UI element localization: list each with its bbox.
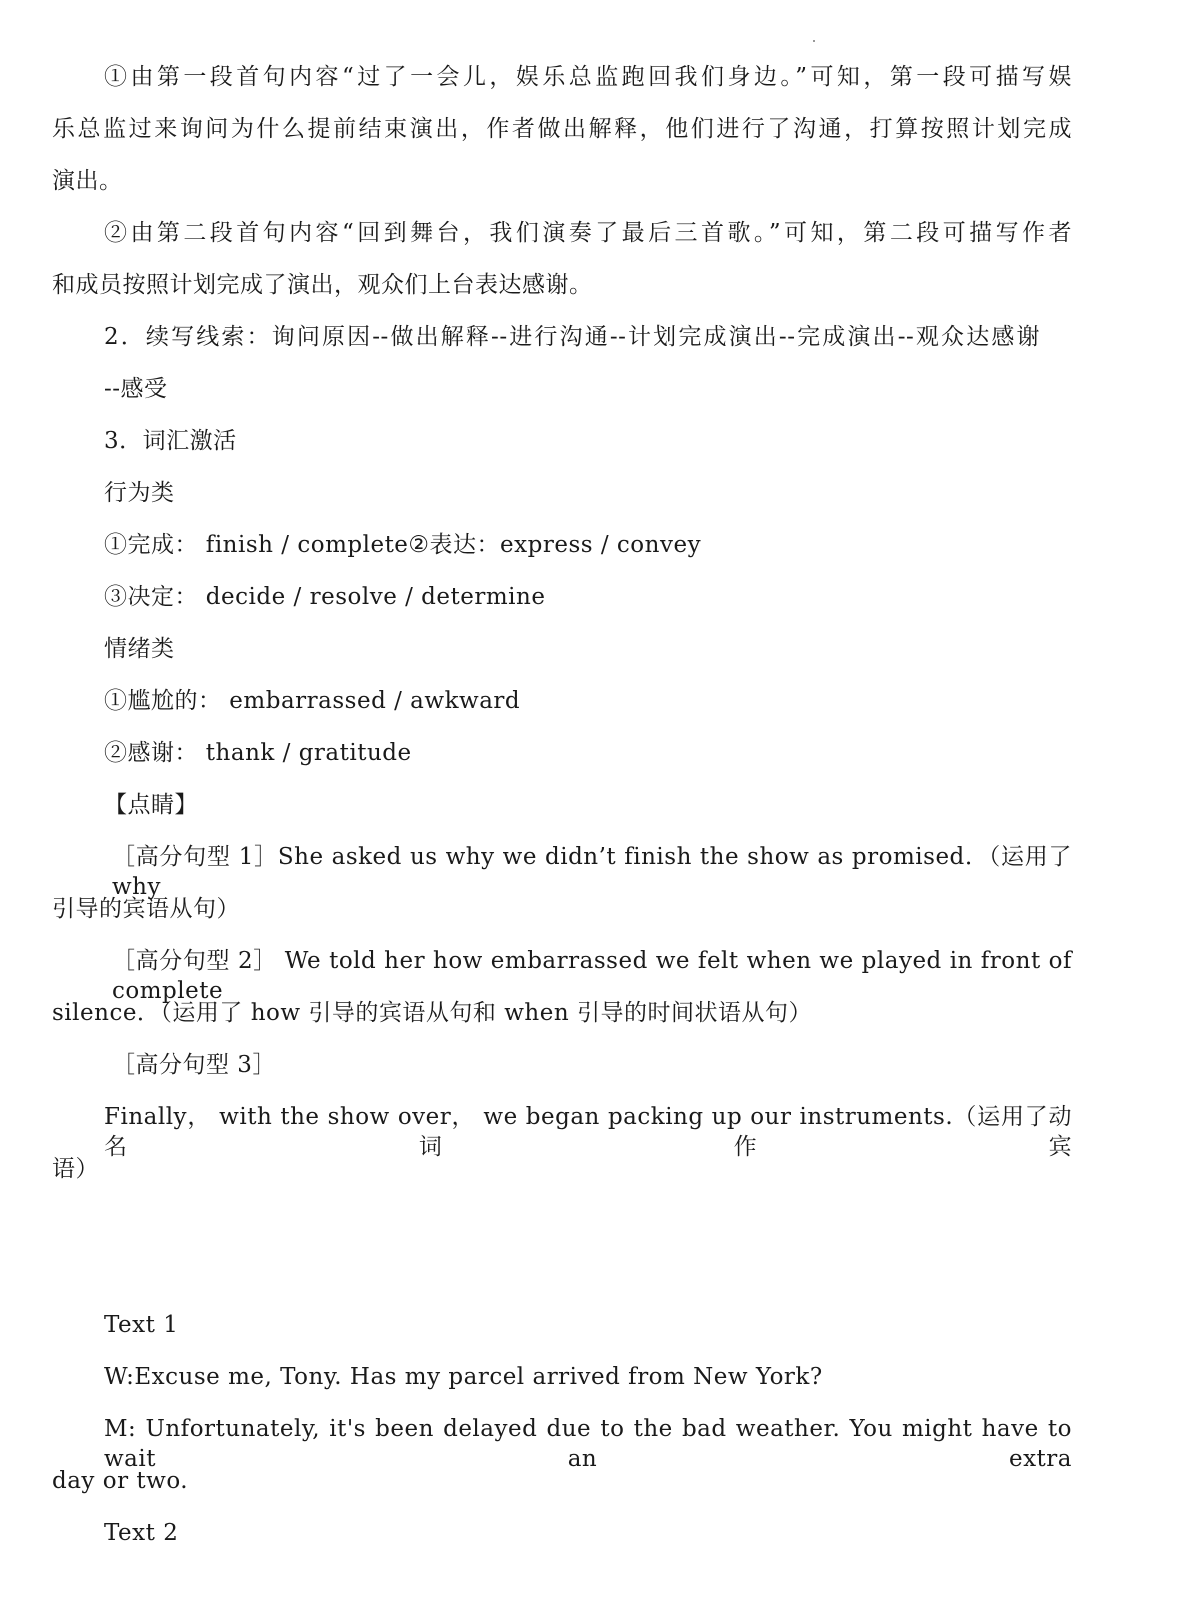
sentence-pattern-line: 语） [52, 1156, 99, 1182]
paragraph-line: 乐总监过来询问为什么提前结束演出，作者做出解释，他们进行了沟通，打算按照计划完成 [52, 116, 1072, 142]
dialogue-line: M: Unfortunately, it's been delayed due to the bad weather. You might have to wait an extra [104, 1416, 1072, 1472]
paragraph-line: ①由第一段首句内容“过了一会儿，娱乐总监跑回我们身边。”可知，第一段可描写娱 [104, 64, 1072, 90]
vocab-line: ①尴尬的： embarrassed / awkward [104, 688, 521, 714]
category-heading: 情绪类 [104, 636, 175, 662]
sentence-pattern-line: Finally， with the show over， we began packing up our instruments.（运用了动名词作宾 [104, 1104, 1072, 1160]
dialogue-line: day or two. [52, 1468, 189, 1494]
text-heading: Text 1 [104, 1312, 179, 1338]
clue-line: 2．续写线索：询问原因--做出解释--进行沟通--计划完成演出--完成演出--观众达感谢 [104, 324, 1040, 350]
dialogue-line: W:Excuse me, Tony. Has my parcel arrived from New York? [104, 1364, 823, 1390]
vocab-line: ②感谢： thank / gratitude [104, 740, 412, 766]
sentence-pattern-line: ［高分句型 1］She asked us why we didn’t finish the show as promised．（运用了 why [112, 844, 1072, 900]
vocab-line: ③决定： decide / resolve / determine [104, 584, 546, 610]
paragraph-line: 和成员按照计划完成了演出，观众们上台表达感谢。 [52, 272, 593, 298]
sentence-pattern-line: silence．（运用了 how 引导的宾语从句和 when 引导的时间状语从句） [52, 1000, 812, 1026]
section-heading: 3．词汇激活 [104, 428, 237, 454]
category-heading: 行为类 [104, 480, 175, 506]
sentence-pattern-line: 引导的宾语从句） [52, 896, 240, 922]
scan-mark [813, 40, 815, 42]
sentence-pattern-line: ［高分句型 2］ We told her how embarrassed we felt when we played in front of complete [112, 948, 1072, 1004]
paragraph-line: ②由第二段首句内容“回到舞台，我们演奏了最后三首歌。”可知，第二段可描写作者 [104, 220, 1072, 246]
clue-line: --感受 [104, 376, 168, 402]
section-heading: 【点睛】 [104, 792, 198, 818]
sentence-pattern-line: ［高分句型 3］ [112, 1052, 276, 1078]
vocab-line: ①完成： finish / complete②表达：express / convey [104, 532, 702, 558]
text-heading: Text 2 [104, 1520, 179, 1546]
paragraph-line: 演出。 [52, 168, 123, 194]
